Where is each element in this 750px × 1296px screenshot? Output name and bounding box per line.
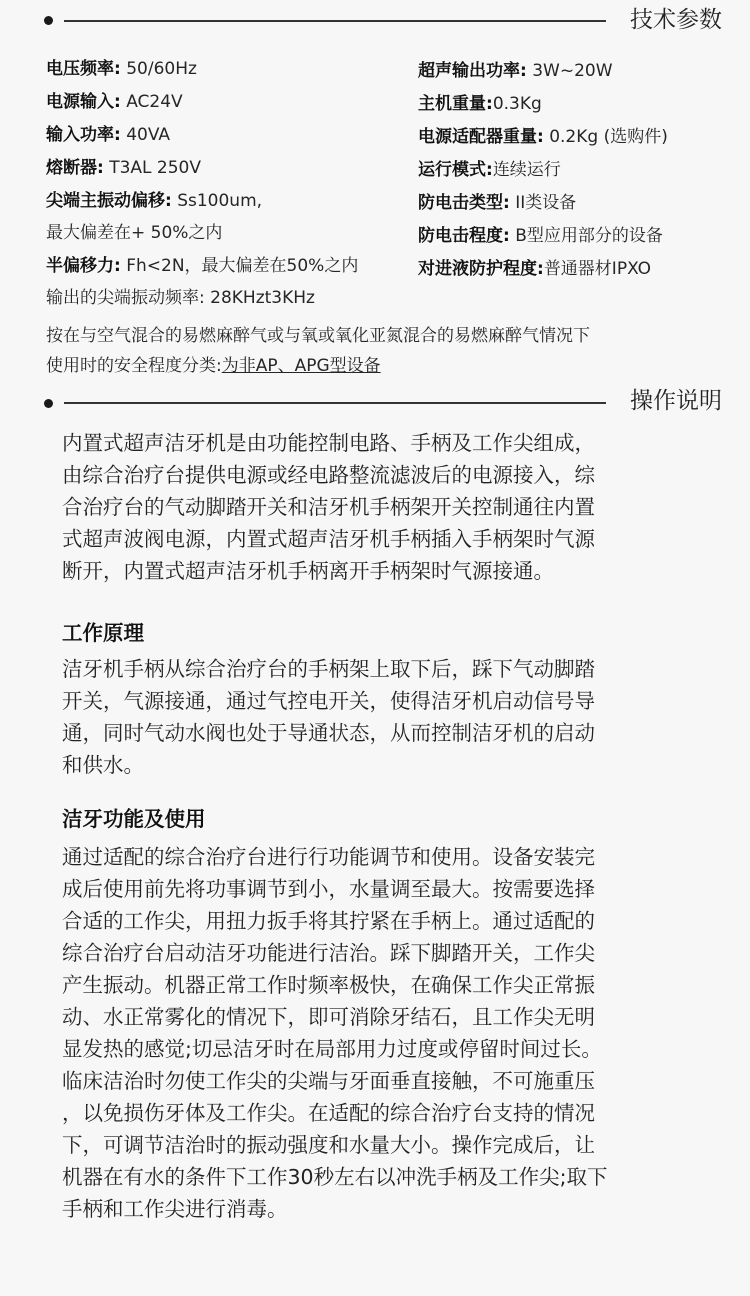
spec-shock-degree bbox=[418, 225, 663, 247]
text-line: 显发热的感觉;切忌洁牙时在局部用力过度或停留时间过长。 bbox=[62, 1037, 602, 1061]
spec-fuse bbox=[46, 157, 201, 179]
text-line: 合适的工作尖，用扭力扳手将其拧紧在手柄上。通过适配的 bbox=[62, 909, 595, 933]
safety-note-line1: 按在与空气混合的易燃麻醉气或与氧或氧化亚氮混合的易燃麻醉气情况下 bbox=[46, 326, 590, 346]
spec-label: 运行模式: bbox=[418, 160, 493, 180]
spec-label: 电源输入: bbox=[46, 92, 121, 112]
spec-label: 熔断器: bbox=[46, 158, 104, 178]
text-line: 成后使用前先将功事调节到小，水量调至最大。按需要选择 bbox=[62, 877, 595, 901]
spec-value: AC24V bbox=[120, 92, 183, 112]
spec-shock-type bbox=[418, 192, 576, 214]
text-line: 通，同时气动水阀也处于导通状态，从而控制洁牙机的启动 bbox=[62, 721, 595, 745]
text-line: ，以免损伤牙体及工作尖。在适配的综合治疗台支持的情况 bbox=[62, 1101, 595, 1125]
principle-title: 工作原理 bbox=[62, 621, 144, 645]
text-line: 开关，气源接通，通过气控电开关，使得洁牙机启动信号导 bbox=[62, 689, 595, 713]
text-line: 洁牙机手柄从综合治疗台的手柄架上取下后，踩下气动脚踏 bbox=[62, 657, 595, 681]
spec-label: 半偏移力: bbox=[46, 256, 121, 276]
spec-tip-offset-cont bbox=[46, 222, 222, 244]
text-line: 内置式超声洁牙机是由功能控制电路、手柄及工作尖组成， bbox=[62, 431, 595, 455]
spec-label: 对进液防护程度: bbox=[418, 259, 544, 279]
spec-value: 50/60Hz bbox=[120, 59, 197, 79]
spec-ultrasonic-output bbox=[418, 60, 613, 82]
ops-section-header bbox=[0, 386, 750, 416]
spec-value: 最大偏差在+ 50%之内 bbox=[46, 223, 223, 243]
spec-voltage bbox=[46, 58, 197, 80]
text-line: 产生振动。机器正常工作时频率极快，在确保工作尖正常振 bbox=[62, 973, 595, 997]
divider-line bbox=[64, 20, 606, 22]
text-line: 手柄和工作尖进行消毒。 bbox=[62, 1197, 288, 1221]
text-line: 断开，内置式超声洁牙机手柄离开手柄架时气源接通。 bbox=[62, 559, 554, 583]
text-line: 和供水。 bbox=[62, 753, 144, 777]
spec-value: Fh<2N，最大偏差在50%之内 bbox=[120, 256, 359, 276]
spec-half-offset-force bbox=[46, 255, 358, 277]
spec-value: 40VA bbox=[120, 125, 171, 145]
spec-label: 输入功率: bbox=[46, 125, 121, 145]
safety-note-prefix: 使用时的安全程度分类: bbox=[46, 356, 222, 376]
spec-label: 防电击类型: bbox=[418, 193, 510, 213]
spec-value: 普通器材IPXO bbox=[543, 259, 652, 279]
spec-value: 0.3Kg bbox=[492, 94, 542, 114]
spec-label: 主机重量: bbox=[418, 94, 493, 114]
spec-value: 3W~20W bbox=[526, 61, 613, 81]
spec-label: 尖端主振动偏移: bbox=[46, 191, 172, 211]
tech-section-title: 技术参数 bbox=[630, 7, 722, 33]
spec-input-power bbox=[46, 124, 170, 146]
usage-title: 洁牙功能及使用 bbox=[62, 807, 206, 831]
spec-tip-frequency bbox=[46, 287, 315, 309]
spec-label: 电源适配器重量: bbox=[418, 127, 544, 147]
spec-ingress-protection bbox=[418, 258, 651, 280]
spec-value: 0.2Kg (选购件) bbox=[543, 127, 668, 147]
text-line: 通过适配的综合治疗台进行行功能调节和使用。设备安装完 bbox=[62, 845, 595, 869]
spec-label: 防电击程度: bbox=[418, 226, 510, 246]
ops-section-title: 操作说明 bbox=[630, 388, 722, 414]
principle-paragraph bbox=[62, 653, 722, 781]
safety-note-classification: 为非AP、APG型设备 bbox=[221, 356, 381, 376]
ops-intro-paragraph bbox=[62, 427, 722, 587]
text-line: 动、水正常雾化的情况下，即可消除牙结石，且工作尖无明 bbox=[62, 1005, 595, 1029]
bullet-dot-icon bbox=[44, 16, 53, 25]
spec-value: II类设备 bbox=[509, 193, 577, 213]
spec-power-input bbox=[46, 91, 183, 113]
safety-note-line2 bbox=[46, 355, 381, 377]
spec-run-mode bbox=[418, 159, 561, 181]
spec-label: 超声输出功率: bbox=[418, 61, 527, 81]
spec-label: 电压频率: bbox=[46, 59, 121, 79]
spec-value: 输出的尖端振动频率: 28KHzt3KHz bbox=[46, 288, 315, 308]
spec-adapter-weight bbox=[418, 126, 668, 148]
spec-host-weight bbox=[418, 93, 542, 115]
spec-value: B型应用部分的设备 bbox=[509, 226, 663, 246]
divider-line bbox=[64, 402, 606, 404]
text-line: 由综合治疗台提供电源或经电路整流滤波后的电源接入，综 bbox=[62, 463, 595, 487]
spec-tip-offset bbox=[46, 190, 262, 212]
text-line: 式超声波阀电源，内置式超声洁牙机手柄插入手柄架时气源 bbox=[62, 527, 595, 551]
spec-value: Ss100um, bbox=[171, 191, 263, 211]
text-line: 临床洁治时勿使工作尖的尖端与牙面垂直接触，不可施重压 bbox=[62, 1069, 595, 1093]
usage-paragraph bbox=[62, 841, 722, 1225]
bullet-dot-icon bbox=[44, 399, 53, 408]
tech-section-header bbox=[0, 5, 750, 35]
text-line: 合治疗台的气动脚踏开关和洁牙机手柄架开关控制通往内置 bbox=[62, 495, 595, 519]
text-line: 下，可调节洁治时的振动强度和水量大小。操作完成后，让 bbox=[62, 1133, 595, 1157]
text-line: 综合治疗台启动洁牙功能进行洁治。踩下脚踏开关，工作尖 bbox=[62, 941, 595, 965]
text-line: 机器在有水的条件下工作30秒左右以冲洗手柄及工作尖;取下 bbox=[62, 1165, 608, 1189]
spec-value: T3AL 250V bbox=[103, 158, 201, 178]
spec-value: 连续运行 bbox=[492, 160, 561, 180]
